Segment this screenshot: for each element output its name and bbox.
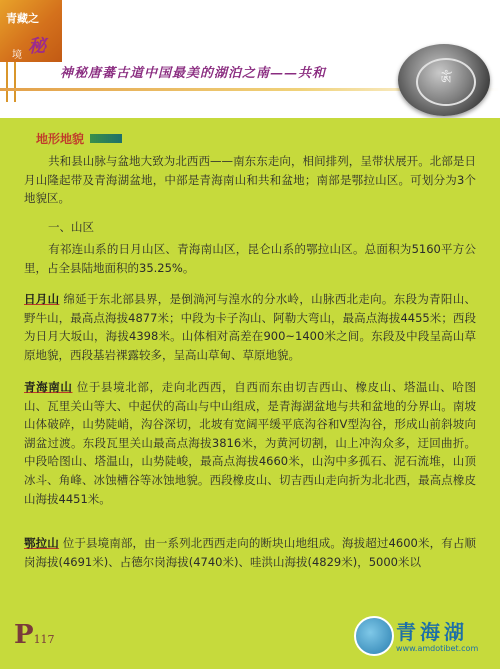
page-number [14, 620, 55, 650]
page-header [0, 0, 500, 118]
corner-badge [0, 0, 62, 62]
page-number-value: 117 [33, 633, 55, 646]
logo-emblem-icon [354, 616, 394, 656]
paragraph-qinghai-south-mountain [24, 378, 476, 508]
tibetan-medallion-icon [398, 44, 490, 116]
paragraph-intro [24, 152, 476, 208]
mountains-heading-text: 一、山区 [48, 220, 94, 234]
qinghai-nanshan-text: 位于县境北部，走向北西西，自西而东由切吉西山、橡皮山、塔温山、哈图山、瓦里关山等大、中起伏的高山与中山组成，是青海湖盆地与共和盆地的分界山。南坡山体破碎，山势陡峭，沟谷深切，北坡有宽阔平缓平底沟谷和V型沟谷，形成山前斜坡向湖盆过渡。东段瓦里关山最高点海拔3816米，为黄河切割，山上冲沟众多，迂回曲折。中段哈图山、塔温山，山势陡峻，最高点海拔4660米，山沟中多孤石、泥石流堆，山顶冰斗、角峰、冰蚀槽谷等冰蚀地貌。西段橡皮山、切吉西山走向折为北北西，最高点橡皮山海拔4451米。 [24, 380, 477, 506]
paragraph-heading-mountains [24, 218, 476, 237]
paragraph-mountain-area [24, 240, 476, 277]
paragraph-ela-mountain [24, 534, 476, 571]
keyword-qinghai-nanshan: 青海南山 [24, 380, 73, 394]
logo-url: www.amdotibet.com [396, 644, 479, 653]
mountain-area-text: 有祁连山系的日月山区、青海南山区，昆仑山系的鄂拉山区。总面积为5160平方公里，占全县陆地面积的35.25%。 [24, 242, 476, 275]
keyword-riyue: 日月山 [24, 292, 60, 306]
logo-text: 青海湖 [396, 620, 468, 644]
keyword-ela: 鄂拉山 [24, 536, 59, 550]
paragraph-riyue-mountain [24, 290, 476, 364]
decorative-line [6, 62, 8, 102]
corner-text-1: 青藏之 [6, 12, 39, 25]
decorative-line [14, 62, 16, 102]
page-letter: P [14, 620, 34, 650]
ela-text: 位于县境南部，由一系列北西西走向的断块山地组成。海拔超过4600米，有占顺岗海拔(4691米)、占德尔岗海拔(4740米)、哇洪山海拔(4829米)，5000米以 [24, 536, 477, 569]
paragraph-intro-text: 共和县山脉与盆地大致为北西西——南东东走向，相间排列，呈带状展开。北部是日月山隆起带及青海湖盆地，中部是青海南山和共和盆地；南部是鄂拉山区。可划分为3个地貌区。 [24, 154, 476, 206]
corner-text-3: 境 [12, 50, 22, 61]
corner-text-2: 秘 [28, 36, 46, 57]
header-banner: 神秘唐蕃古道中国最美的湖泊之南——共和 [60, 66, 327, 81]
riyue-text: 绵延于东北部县界，是倒淌河与湟水的分水岭，山脉西北走向。东段为青阳山、野牛山，最高点海拔4877米；中段为卡子沟山、阿勒大弯山，最高点海拔4455米；西段为日月大坂山，海拔4398米。山体相对高差在900~1400米之间。东段及中段呈高山草原地貌，西段基岩裸露较多，呈高山草甸、草原地貌。 [24, 292, 477, 362]
section-title: 地形地貌 [36, 132, 85, 146]
qinghai-lake-logo [350, 610, 490, 660]
title-accent-bar [90, 134, 122, 143]
medallion-inscription: ཨོཾ [416, 58, 476, 106]
